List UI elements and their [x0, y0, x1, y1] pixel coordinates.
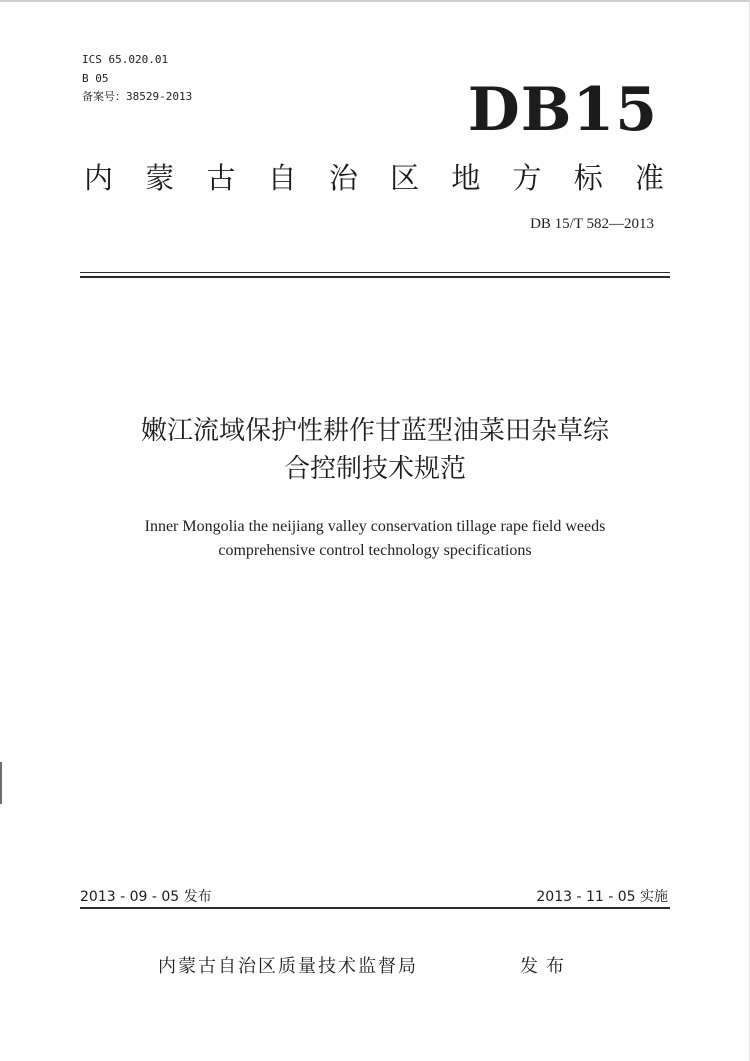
- scan-edge-top: [0, 0, 750, 2]
- footer-divider: [80, 907, 670, 909]
- header-divider-thin: [80, 272, 670, 273]
- standard-type-char: 内: [84, 161, 114, 195]
- standard-type-char: 方: [512, 161, 542, 195]
- chinese-title-line-1: 嫩江流域保护性耕作甘蓝型油菜田杂草综: [140, 416, 609, 446]
- standard-type-char: 标: [573, 161, 603, 195]
- standard-type-char: 准: [634, 161, 664, 195]
- publisher-name: 内蒙古自治区质量技术监督局: [158, 956, 418, 977]
- english-title: [60, 515, 690, 563]
- header-divider-thick: [80, 276, 670, 278]
- issue-date: 2013 - 09 - 05 发布: [80, 889, 212, 905]
- standard-type-heading: [84, 158, 664, 198]
- english-title-line-2: comprehensive control technology specifications: [218, 542, 532, 559]
- classification-code: B 05: [82, 72, 109, 85]
- publish-label: 发布: [520, 956, 572, 977]
- standard-type-char: 治: [328, 161, 358, 195]
- implementation-date: 2013 - 11 - 05 实施: [536, 889, 668, 905]
- standard-number: DB 15/T 582—2013: [530, 216, 654, 232]
- standard-type-char: 自: [267, 161, 297, 195]
- chinese-title-line-2: 合控制技术规范: [283, 454, 466, 484]
- chinese-title: [60, 412, 690, 488]
- english-title-line-1: Inner Mongolia the neijiang valley conservation tillage rape field weeds: [144, 518, 606, 535]
- standard-type-char: 古: [206, 161, 236, 195]
- ics-code: ICS 65.020.01: [82, 53, 169, 66]
- standard-type-char: 蒙: [145, 161, 175, 195]
- db15-logo: DB15: [467, 75, 658, 145]
- record-number: 备案号：38529-2013: [82, 90, 193, 103]
- scan-edge-left-mark: [0, 762, 2, 804]
- standard-type-char: 地: [451, 161, 481, 195]
- standard-type-char: 区: [390, 161, 420, 195]
